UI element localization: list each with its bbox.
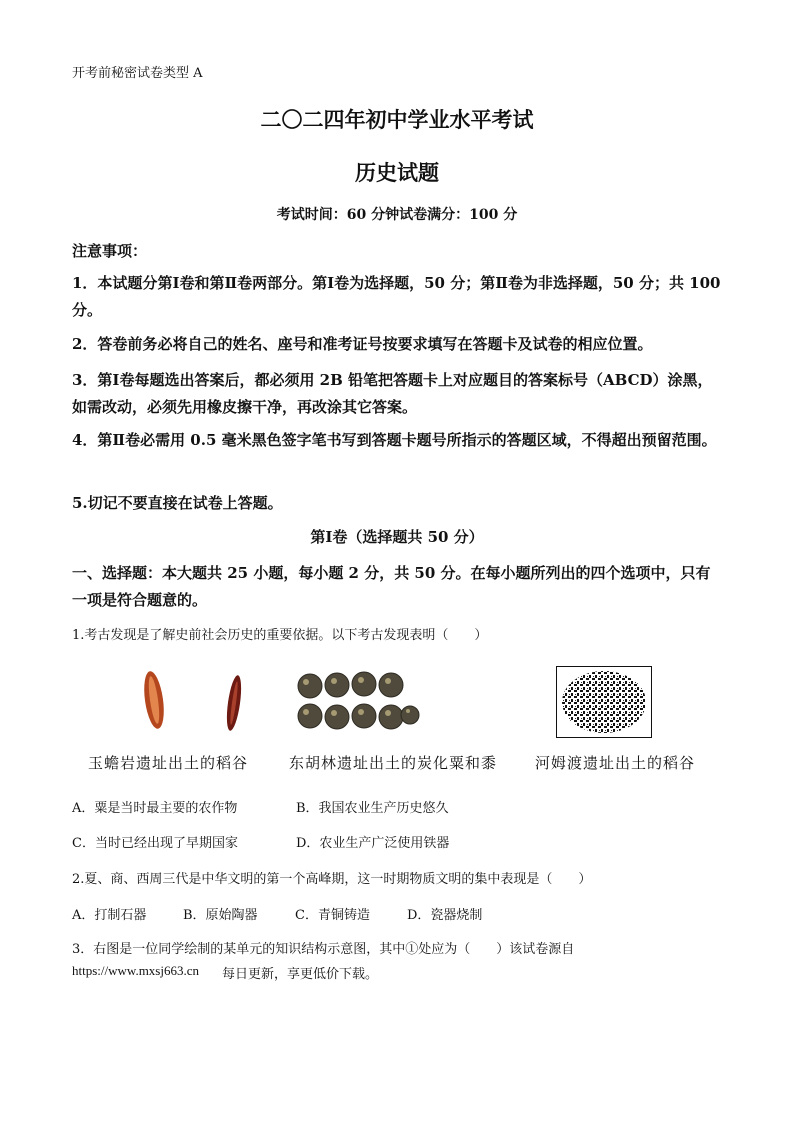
part1-title: 第Ⅰ卷（选择题共 50 分） bbox=[310, 528, 484, 546]
option-d: D．农业生产广泛使用铁器 bbox=[296, 836, 450, 851]
note-item: 1．本试题分第Ⅰ卷和第Ⅱ卷两部分。第Ⅰ卷为选择题，50 分；第Ⅱ卷为非选择题，50 分；共 100 分。 bbox=[72, 274, 721, 319]
option-b: B．我国农业生产历史悠久 bbox=[296, 801, 449, 816]
option-a: A．打制石器 bbox=[72, 908, 147, 923]
figure-caption: 东胡林遗址出土的炭化粟和黍 bbox=[289, 754, 498, 772]
millet-grains-image-donghulin bbox=[296, 670, 422, 734]
question-stem: 2.夏、商、西周三代是中华文明的第一个高峰期，这一时期物质文明的集中表现是（ ） bbox=[72, 872, 592, 887]
option-a: A．粟是当时最主要的农作物 bbox=[72, 801, 238, 816]
note-item: 2．答卷前务必将自己的姓名、座号和准考证号按要求填写在答题卡及试卷的相应位置。 bbox=[72, 335, 653, 353]
subject-title: 历史试题 bbox=[355, 160, 439, 185]
question-stem: 3．右图是一位同学绘制的某单元的知识结构示意图，其中①处应为（ ）该试卷源自 bbox=[72, 942, 575, 957]
notes-heading: 注意事项： bbox=[72, 242, 148, 260]
exam-title: 二〇二四年初中学业水平考试 bbox=[260, 107, 534, 132]
note-item: 3．第Ⅰ卷每题选出答案后，都必须用 2B 铅笔把答题卡上对应题目的答案标号（ABCD）涂黑，如需改动，必须先用橡皮擦干净，再改涂其它答案。 bbox=[72, 371, 713, 416]
figure-caption: 玉蟾岩遗址出土的稻谷 bbox=[88, 754, 249, 772]
figure-caption: 河姆渡遗址出土的稻谷 bbox=[535, 754, 696, 772]
note-item: 4．第Ⅱ卷必需用 0.5 毫米黑色签字笔书写到答题卡题号所指示的答题区域，不得超出预留范围。 bbox=[72, 431, 717, 449]
footer-text: 每日更新，享更低价下载。 bbox=[222, 967, 379, 982]
footer-link[interactable]: https://www.mxsj663.cn bbox=[72, 963, 199, 978]
option-c: C．当时已经出现了早期国家 bbox=[72, 836, 238, 851]
question-stem: 1.考古发现是了解史前社会历史的重要依据。以下考古发现表明（ ） bbox=[72, 628, 488, 643]
carbonized-rice-image-hemudu bbox=[556, 666, 652, 738]
section1-intro: 一、选择题：本大题共 25 小题，每小题 2 分，共 50 分。在每小题所列出的四个选项中，只有一项是符合题意的。 bbox=[72, 564, 711, 609]
option-c: C．青铜铸造 bbox=[295, 908, 370, 923]
rice-grain-image-yuchanyan bbox=[130, 666, 250, 736]
exam-info: 考试时间：60 分钟试卷满分：100 分 bbox=[276, 207, 518, 223]
option-d: D．瓷器烧制 bbox=[407, 908, 483, 923]
option-b: B．原始陶器 bbox=[183, 908, 258, 923]
note-item: 5.切记不要直接在试卷上答题。 bbox=[72, 494, 283, 512]
header-tag: 开考前秘密试卷类型 A bbox=[72, 66, 203, 81]
